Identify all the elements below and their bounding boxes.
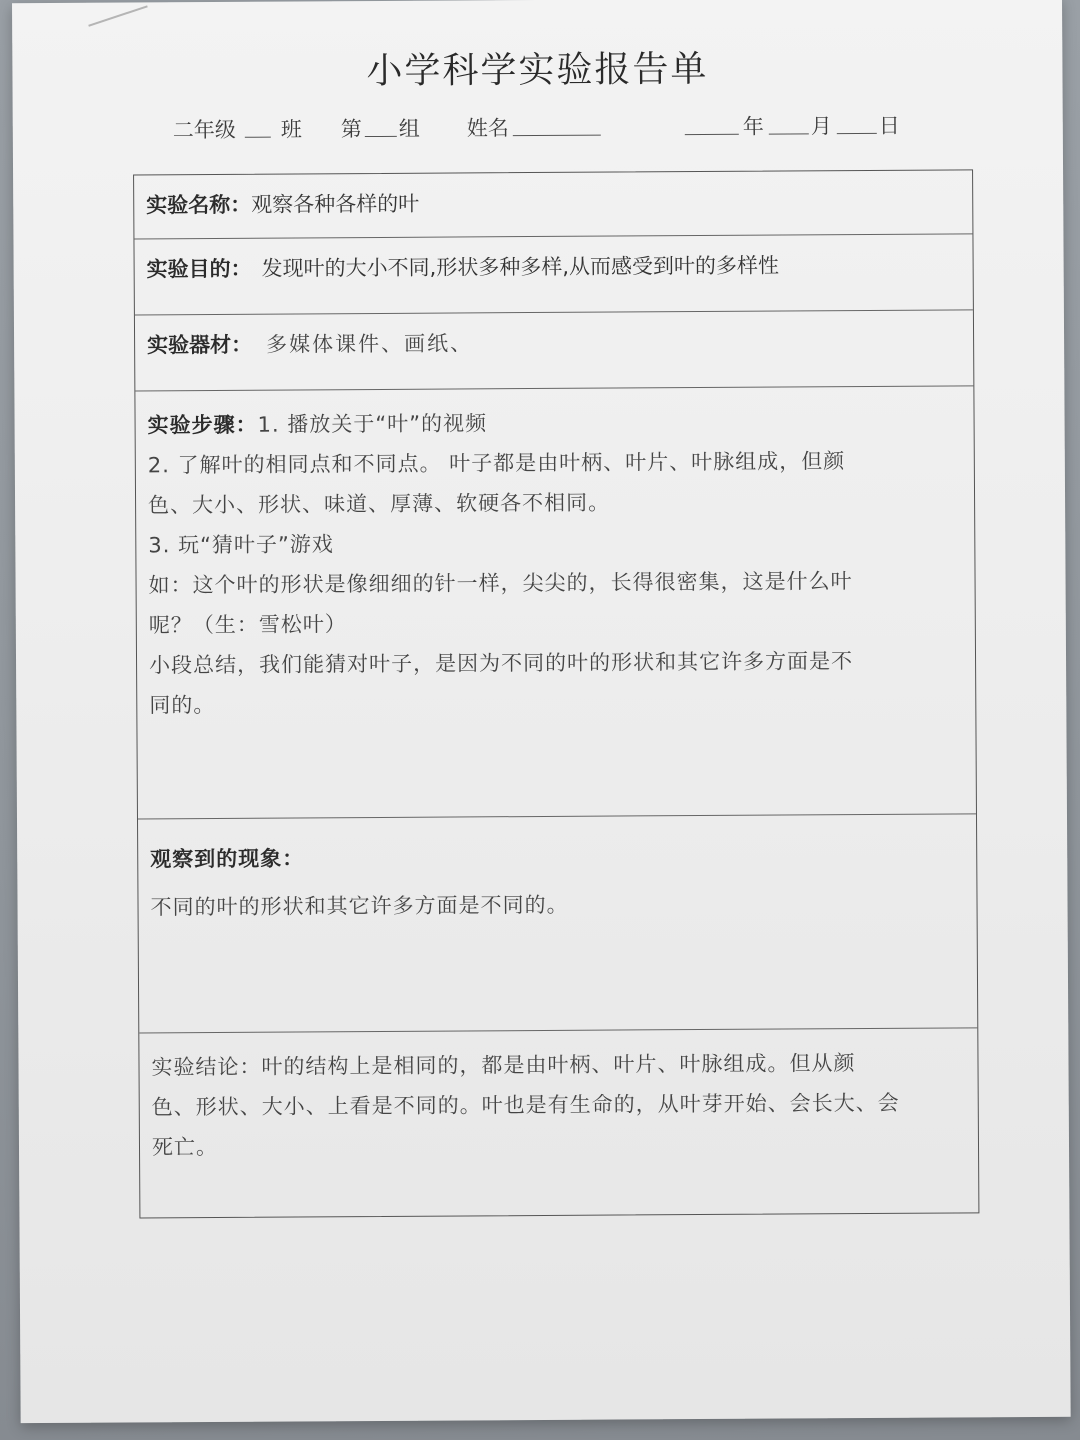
report-sheet bbox=[12, 0, 1071, 1423]
group-prefix-label: 第 bbox=[340, 117, 362, 142]
experiment-name-row bbox=[134, 170, 972, 239]
step-1-text: 1. 播放关于“叶”的视频 bbox=[257, 411, 488, 437]
experiment-name-label: 实验名称： bbox=[146, 192, 252, 218]
pencil-mark bbox=[88, 5, 154, 45]
page-title: 小学科学实验报告单 bbox=[366, 48, 709, 93]
group-blank bbox=[365, 113, 397, 137]
report-table bbox=[133, 169, 979, 1218]
name-blank bbox=[513, 112, 601, 137]
conclusion-row bbox=[139, 1028, 978, 1217]
group-label: 组 bbox=[398, 116, 420, 141]
experiment-purpose-value: 发现叶的大小不同,形状多种多样,从而感受到叶的多样性 bbox=[261, 253, 780, 281]
observation-value: 不同的叶的形状和其它许多方面是不同的。 bbox=[150, 892, 569, 920]
class-blank bbox=[245, 114, 271, 138]
name-label: 姓名 bbox=[466, 116, 509, 141]
month-blank bbox=[769, 110, 809, 134]
step-3-example-line-1: 如：这个叶的形状是像细细的针一样，尖尖的，长得很密集，这是什么叶 bbox=[148, 569, 853, 598]
conclusion-line-2: 色、形状、大小、上看是不同的。叶也是有生命的，从叶芽开始、会长大、会 bbox=[151, 1090, 900, 1120]
experiment-materials-label: 实验器材： bbox=[147, 332, 253, 358]
student-info-row bbox=[163, 110, 923, 151]
experiment-purpose-row bbox=[134, 234, 972, 315]
observation-label: 观察到的现象： bbox=[150, 846, 305, 872]
month-label: 月 bbox=[810, 114, 832, 139]
summary-line-2: 同的。 bbox=[149, 692, 216, 718]
step-2-line-2: 色、大小、形状、味道、厚薄、软硬各不相同。 bbox=[148, 490, 611, 518]
step-3-example-line-2: 呢？（生：雪松叶） bbox=[148, 612, 347, 638]
day-label: 日 bbox=[878, 113, 900, 138]
conclusion-line-3: 死亡。 bbox=[151, 1134, 219, 1160]
step-3-text: 3. 玩“猜叶子”游戏 bbox=[148, 532, 334, 558]
observation-row bbox=[138, 814, 977, 1033]
year-label: 年 bbox=[742, 114, 764, 139]
experiment-materials-value: 多媒体课件、画纸、 bbox=[266, 331, 474, 357]
grade-label: 二年级 bbox=[172, 117, 236, 143]
day-blank bbox=[837, 110, 877, 134]
experiment-steps-row bbox=[135, 386, 976, 819]
experiment-materials-row bbox=[135, 310, 973, 391]
step-2-line-1: 2. 了解叶的相同点和不同点。 叶子都是由叶柄、叶片、叶脉组成，但颜 bbox=[147, 449, 846, 478]
experiment-name-value: 观察各种各样的叶 bbox=[251, 191, 420, 217]
summary-line-1: 小段总结，我们能猜对叶子，是因为不同的叶的形状和其它许多方面是不 bbox=[148, 649, 854, 678]
experiment-steps-label: 实验步骤： bbox=[147, 412, 258, 438]
class-label: 班 bbox=[280, 117, 302, 142]
conclusion-line-1: 实验结论：叶的结构上是相同的，都是由叶柄、叶片、叶脉组成。但从颜 bbox=[151, 1051, 856, 1080]
experiment-purpose-label: 实验目的： bbox=[146, 256, 252, 282]
year-blank bbox=[685, 111, 739, 135]
